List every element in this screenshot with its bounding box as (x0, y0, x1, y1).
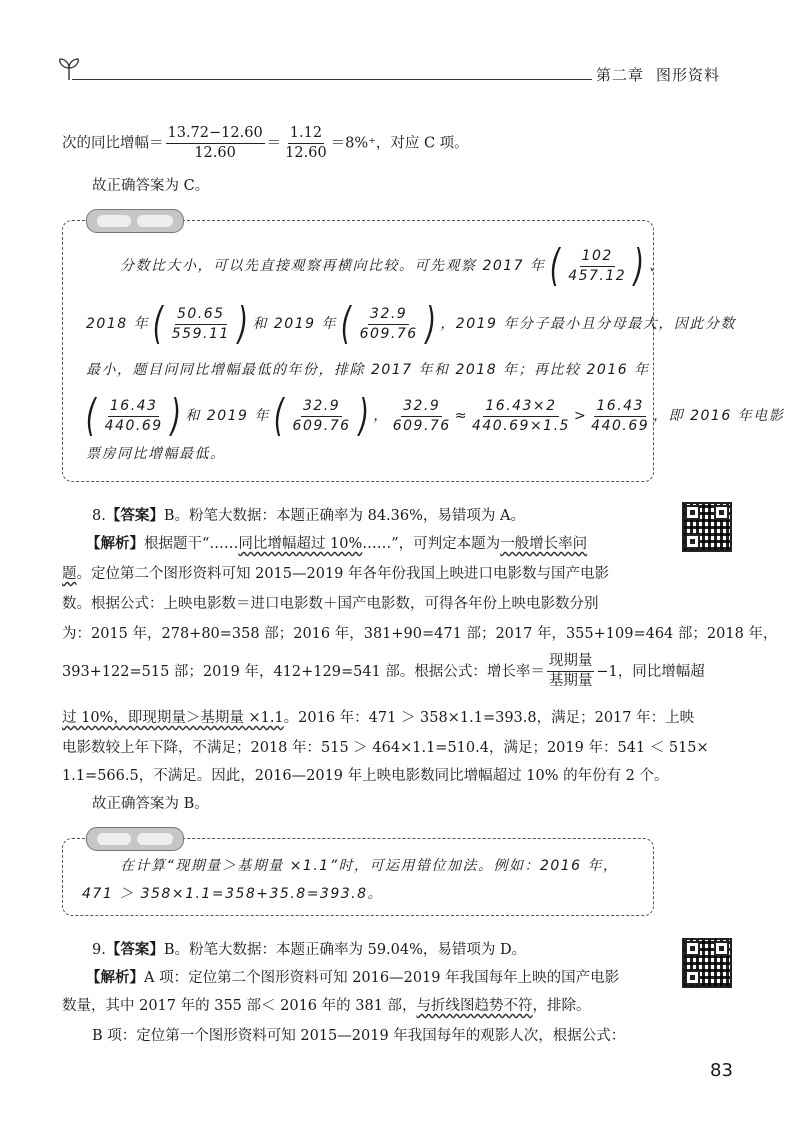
answer-line: 故正确答案为 C。 (92, 178, 210, 194)
tip-badge-icon (86, 209, 184, 233)
q8-analysis-line: 数。根据公式：上映电影数＝进口电影数＋国产电影数，可得各年份上映电影数分别 (62, 596, 599, 612)
tip-badge-icon (86, 827, 184, 851)
q8-analysis-line: 1.1=566.5，不满足。因此，2016—2019 年上映电影数同比增幅超过 10% 的年份有 2 个。 (62, 768, 669, 784)
tip-line: 471 ＞ 358×1.1=358+35.8=393.8。 (82, 886, 384, 902)
tip-line: 2018 年 ( $\frac{50.65}{559.11}$ ) 和 2019 年 ( $\frac{32.9}{609.76}$ ) ，2019 年分子最小且分母最大，因此分数 (86, 298, 736, 349)
tip-line: ( $\frac{16.43}{440.69}$ ) 和 2019 年 ( $\frac{32.9}{609.76}$ ) ， $\frac{32.9}{609.76}$ ≈ $\frac{16.43\times 2}{440.69\times 1.5}$ > $\frac{16.43}{440.69}$ ，即 2016 年电影 (85, 390, 785, 441)
q9-answer-line: 9.【答案】B。粉笔大数据：本题正确率为 59.04%，易错项为 D。 (92, 941, 527, 958)
page-number: 83 (710, 1060, 733, 1081)
header-rule (72, 79, 592, 80)
qr-code-icon[interactable] (682, 938, 732, 988)
q8-analysis-line: 【解析】根据题干“……同比增幅超过 10%……”，可判定本题为一般增长率问 (86, 535, 588, 552)
q8-analysis-line: 393+122=515 部；2019 年，412+129=541 部。根据公式：增长率＝ $\frac{\text{现期量}}{\text{基期量}}$ −1，同比增幅超 (62, 653, 705, 689)
q8-analysis-line: 题。定位第二个图形资料可知 2015—2019 年各年份我国上映进口电影数与国产电影 (62, 566, 610, 582)
fraction: $\frac{13.72-12.60}{12.60}$ (167, 125, 263, 161)
q8-analysis-line: 电影数较上年下降，不满足；2018 年：515 ＞ 464×1.1=510.4，满足；2019 年：541 ＜ 515× (62, 740, 709, 756)
growth-formula-line: 次的同比增幅＝ $\frac{13.72-12.60}{12.60}$ ＝ $\frac{1.12}{12.60}$ ＝8%⁺，对应 C 项。 (62, 125, 469, 161)
tip-line: 在计算“现期量＞基期量 ×1.1”时，可运用错位加法。例如：2016 年， (120, 858, 619, 874)
tip-line: 票房同比增幅最低。 (86, 446, 226, 462)
q9-analysis-line: 数量，其中 2017 年的 355 部＜ 2016 年的 381 部，与折线图趋势不符，排除。 (62, 998, 591, 1014)
section-label: 图形资料 (656, 66, 721, 84)
q8-answer-line: 8.【答案】B。粉笔大数据：本题正确率为 84.36%，易错项为 A。 (92, 507, 525, 524)
tip-line: 最小，题目问同比增幅最低的年份，排除 2017 年和 2018 年；再比较 2016 年 (86, 362, 650, 378)
answer-line: 故正确答案为 B。 (92, 796, 209, 812)
fraction: $\frac{1.12}{12.60}$ (285, 125, 327, 161)
q8-analysis-line: 过 10%，即现期量＞基期量 ×1.1。2016 年：471 ＞ 358×1.1=393.8，满足；2017 年：上映 (62, 710, 695, 726)
qr-code-icon[interactable] (682, 502, 732, 552)
q9-analysis-line: B 项：定位第一个图形资料可知 2015—2019 年我国每年的观影人次，根据公式： (92, 1028, 626, 1044)
running-header (596, 64, 720, 85)
chapter-label: 第二章 (596, 66, 645, 84)
q9-analysis-line: 【解析】A 项：定位第二个图形资料可知 2016—2019 年我国每年上映的国产电影 (86, 969, 620, 986)
tip-line: 分数比大小，可以先直接观察再横向比较。可先观察 2017 年 ( $\frac{102}{457.12}$ ) 、 (120, 240, 665, 291)
q8-analysis-line: 为：2015 年，278+80=358 部；2016 年，381+90=471 部；2017 年，355+109=464 部；2018 年， (62, 626, 778, 642)
